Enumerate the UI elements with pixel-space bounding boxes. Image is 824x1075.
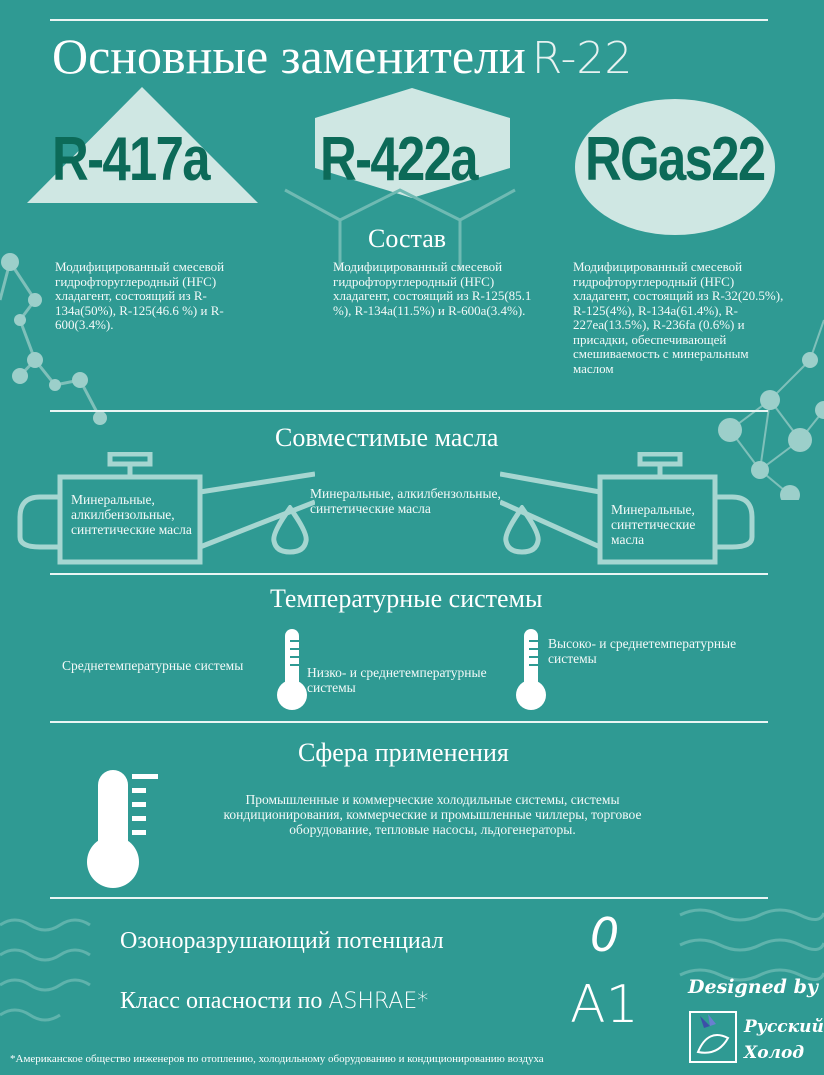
title-text: Основные заменители [52,28,526,84]
wave-decoration-left [0,915,110,1025]
footnote: *Американское общество инженеров по отоплению, холодильному оборудованию и кондиционированию воздуха [10,1053,544,1065]
composition-rgas22: Модифицированный смесевой гидрофторуглеродный (HFC) хладагент, состоящий из R-32(20.5%), R-125(4%), R-134a(61.4%), R-227ea(13.5%), R-236fa (0.6%) и присадки, обеспечивающей смешиваемость с минеральным маслом [573,259,784,376]
oil-rgas22: Минеральные, синтетические масла [611,502,696,547]
refrigerant-name-r422a: R-422a [320,125,477,194]
brand-name-line2: Холод [744,1043,805,1063]
oil-drop-left-icon [268,505,312,555]
temperature-r422a: Низко- и среднетемпературные системы [307,665,487,695]
composition-r422a: Модифицированный смесевой гидрофторуглеродный (HFC) хладагент, состоящий из R-125(85.1 %), R-134a(11.5%) и R-600a(3.4%). [333,259,532,318]
ashrae-brand: ASHRAE* [328,989,429,1014]
temperature-r417a: Среднетемпературные системы [62,658,244,673]
temperature-rgas22: Высоко- и среднетемпературные системы [548,636,737,666]
refrigerant-name-r417a: R-417a [52,125,209,194]
top-divider [50,19,768,21]
oil-r422a: Минеральные, алкилбензольные, синтетические масла [310,486,501,516]
divider-properties [50,897,768,899]
refrigerant-name-rgas22: RGas22 [585,125,765,194]
section-title-composition: Состав [368,224,447,253]
section-title-application: Сфера применения [298,738,509,767]
application-text: Промышленные и коммерческие холодильные системы, системы кондиционирования, коммерческие и промышленные чиллеры, торговое оборудование, тепловые насосы, льдогенераторы. [223,792,642,837]
thermometer-icon-large [85,768,165,890]
divider-oils [50,410,768,412]
composition-r417a: Модифицированный смесевой гидрофторуглеродный (HFC) хладагент, состоящий из R-134a(50%), R-125(46.6 %) и R-600(3.4%). [55,259,225,332]
oil-r417a: Минеральные, алкилбензольные, синтетические масла [71,492,192,537]
brand-name-line1: Русский [744,1017,824,1037]
title-suffix: R-22 [531,33,633,84]
divider-temperature [50,573,768,575]
section-title-oils: Совместимые масла [275,423,499,452]
odp-label: Озоноразрушающий потенциал [120,928,444,954]
brand-logo-icon [688,1008,740,1064]
section-title-temperature: Температурные системы [270,584,543,613]
ashrae-label-text: Класс опасности по [120,988,323,1014]
page-title [52,26,632,89]
designed-by: Designed by [688,976,818,998]
ashrae-value: A1 [570,975,639,1035]
odp-value: 0 [590,908,620,962]
divider-application [50,721,768,723]
ashrae-label [120,988,428,1015]
